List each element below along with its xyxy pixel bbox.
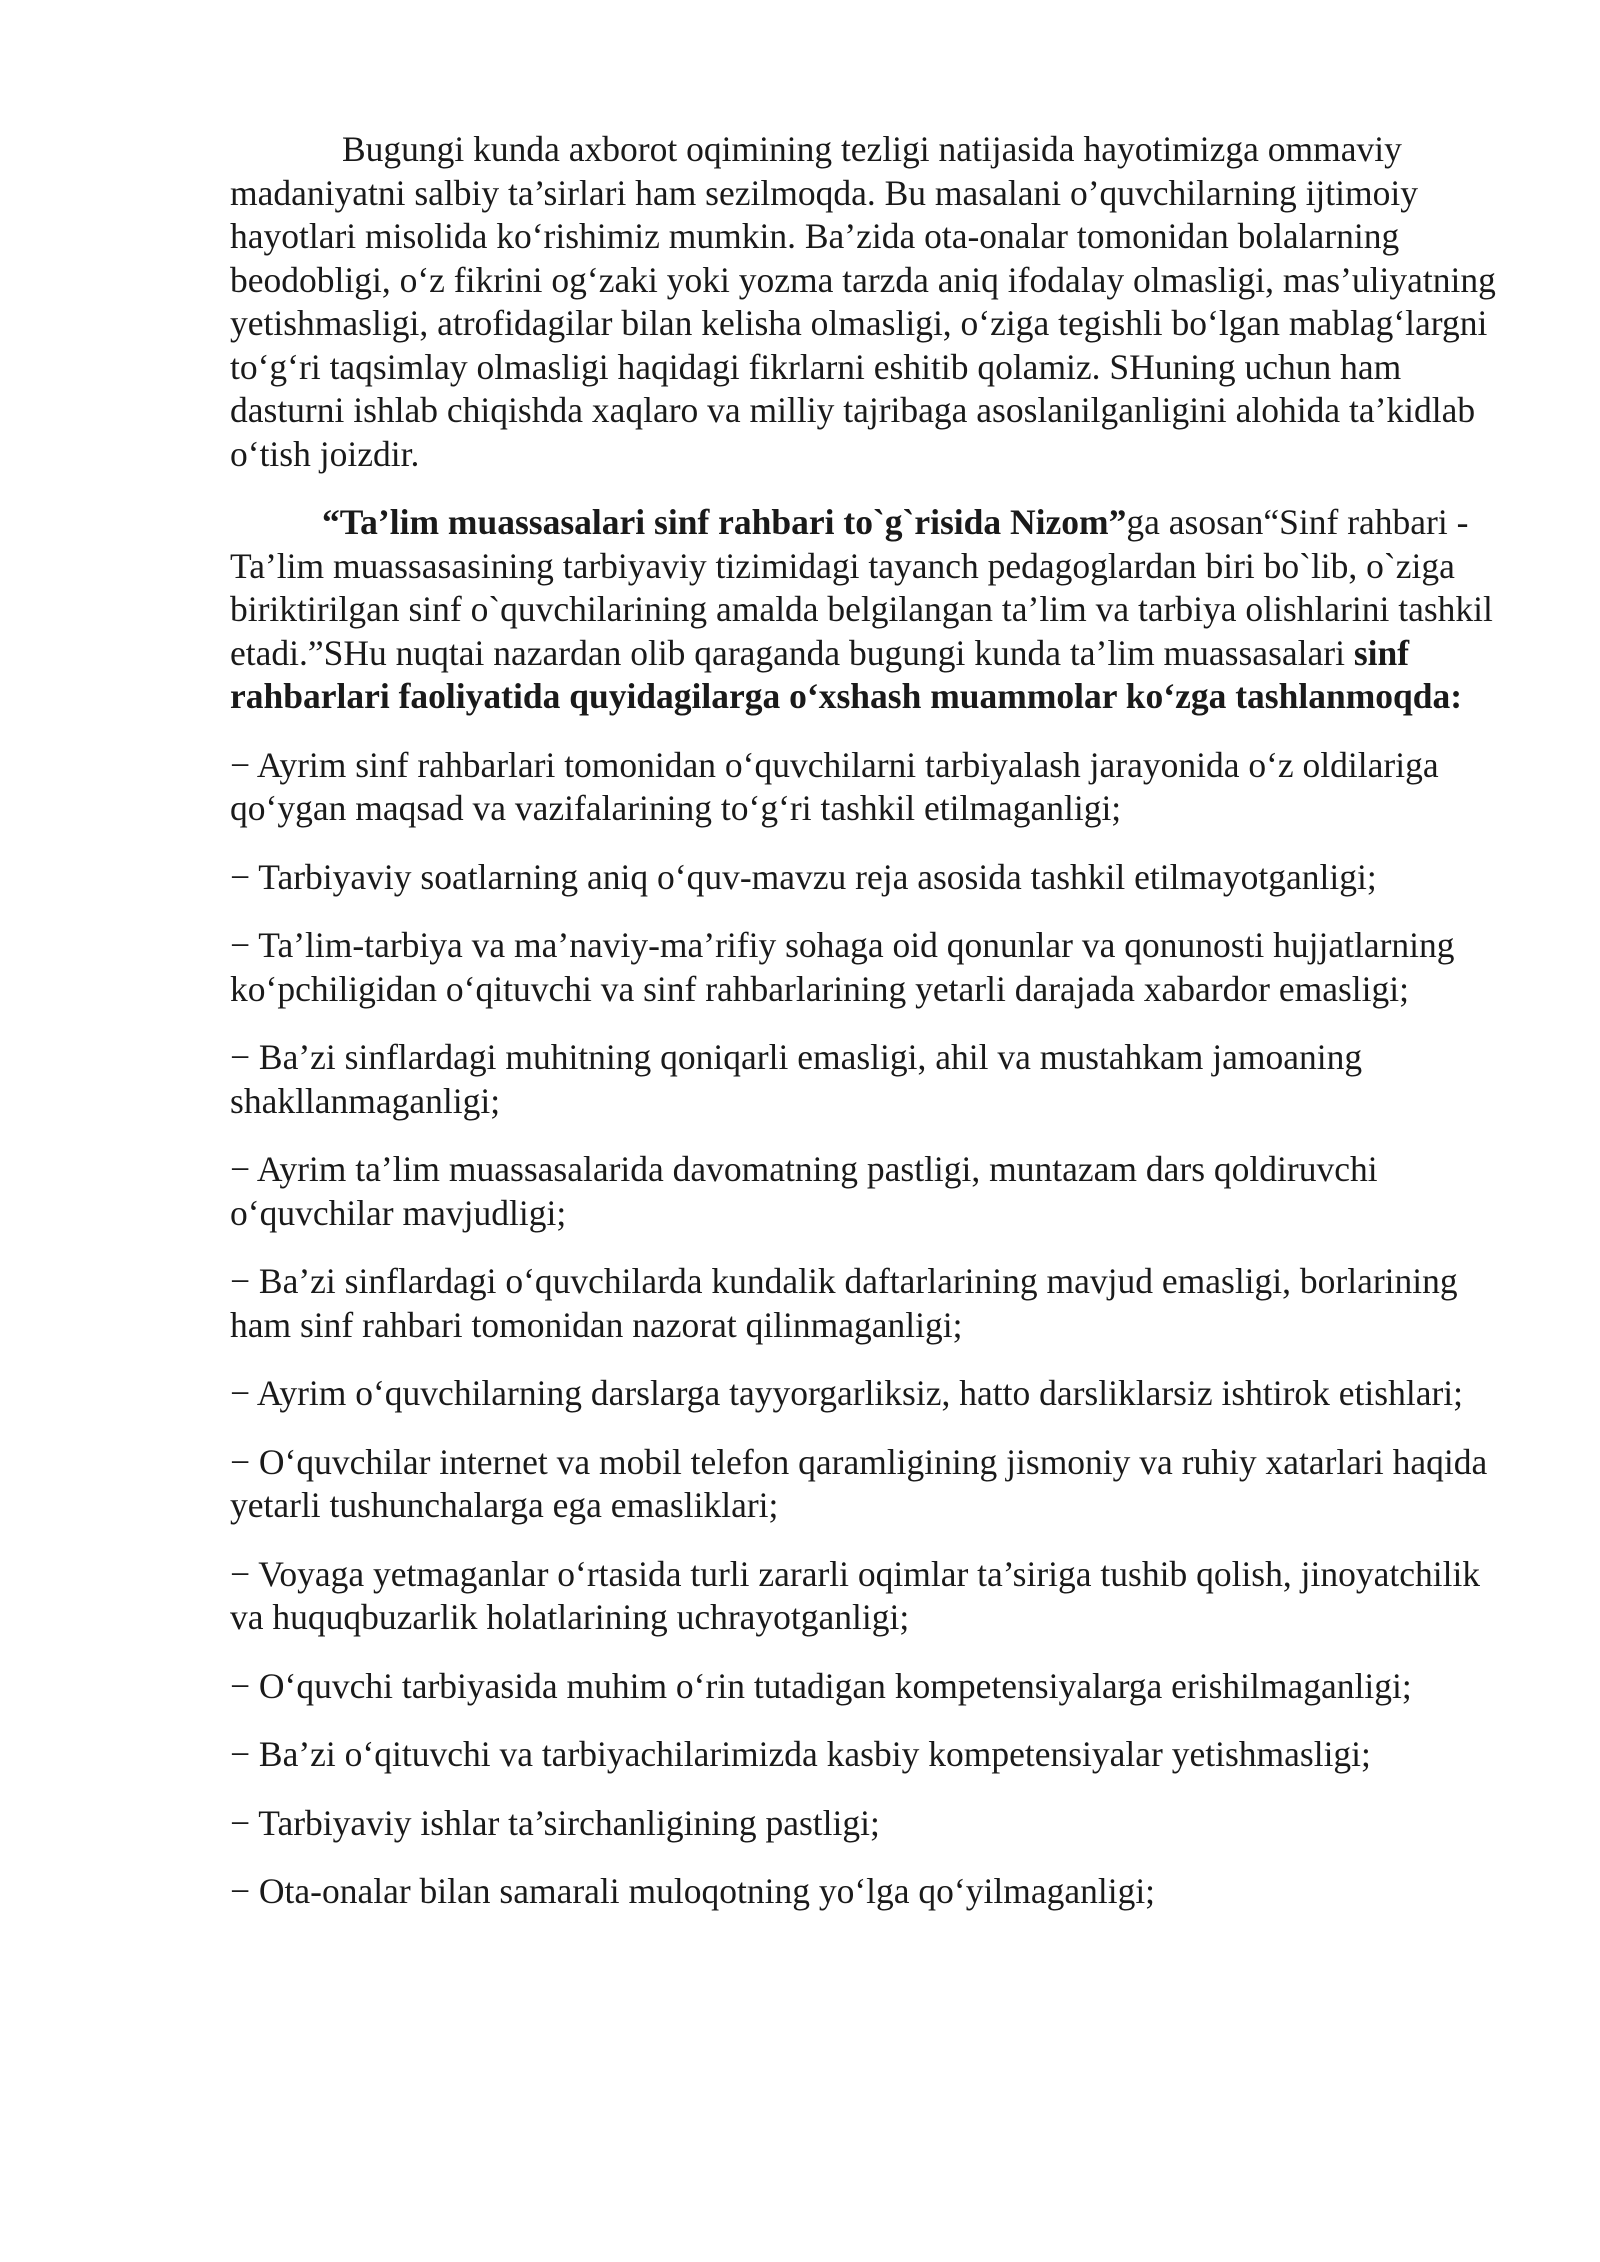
- list-item: − Ota-onalar bilan samarali muloqotning yoʻlga qoʻyilmaganligi;: [230, 1871, 1156, 1911]
- regulation-text: ga asosan“Sinf rahbari - Ta’lim muassasasining tarbiyaviy tizimidagi tayanch pedagoglardan biri bo`lib, o`ziga biriktirilgan sinf o`quvchilarining amalda belgilangan ta’lim va tarbiya olishlarini tashkil etadi.”SHu nuqtai nazardan olib qaraganda bugungi kunda ta’lim muassasalari: [230, 502, 1493, 673]
- regulation-paragraph: [230, 501, 1498, 719]
- document-page: [230, 128, 1498, 1939]
- list-item: − Ba’zi sinflardagi muhitning qoniqarli emasligi, ahil va mustahkam jamoaning shakllanmaganligi;: [230, 1037, 1363, 1121]
- regulation-bold-tail: sinf rahbarlari faoliyatida quyidagilarga oʻxshash muammolar koʻzga tashlanmoqda:: [230, 632, 1463, 716]
- problems-list: [230, 744, 1498, 1914]
- list-item: − Ayrim ta’lim muassasalarida davomatning pastligi, muntazam dars qoldiruvchi oʻquvchilar mavjudligi;: [230, 1149, 1378, 1233]
- list-item: − Oʻquvchilar internet va mobil telefon qaramligining jismoniy va ruhiy xatarlari haqida yetarli tushunchalarga ega emasliklari;: [230, 1441, 1488, 1525]
- list-item: − Tarbiyaviy ishlar ta’sirchanligining pastligi;: [230, 1802, 880, 1843]
- intro-paragraph: Bugungi kunda axborot oqimining tezligi natijasida hayotimizga ommaviy madaniyatni salbiy ta’sirlari ham sezilmoqda. Bu masalani o’quvchilarning ijtimoiy hayotlari misolida koʻrishimiz mumkin. Ba’zida ota-onalar tomonidan bolalarning beodobligi, oʻz fikrini ogʻzaki yoki yozma tarzda aniq ifodalay olmasligi, mas’uliyatning yetishmasligi, atrofidagilar bilan kelisha olmasligi, oʻziga tegishli boʻlgan mablagʻlargni toʻgʻri taqsimlay olmasligi haqidagi fikrlarni eshitib qolamiz. SHuning uchun ham dasturni ishlab chiqishda xaqlaro va milliy tajribaga asoslanilganligini alohida ta’kidlab oʻtish joizdir.: [230, 129, 1496, 474]
- list-item: − Oʻquvchi tarbiyasida muhim oʻrin tutadigan kompetensiyalarga erishilmaganligi;: [230, 1665, 1412, 1706]
- list-item: − Voyaga yetmaganlar oʻrtasida turli zararli oqimlar ta’siriga tushib qolish, jinoyatchilik va huquqbuzarlik holatlarining uchrayotganligi;: [230, 1553, 1481, 1637]
- list-item: − Ba’zi sinflardagi oʻquvchilarda kundalik daftarlarining mavjud emasligi, borlarining ham sinf rahbari tomonidan nazorat qilinmaganligi;: [230, 1261, 1458, 1345]
- regulation-title: “Ta’lim muassasalari sinf rahbari to`g`risida Nizom”: [322, 502, 1127, 542]
- list-item: − Ba’zi oʻqituvchi va tarbiyachilarimizda kasbiy kompetensiyalar yetishmasligi;: [230, 1734, 1371, 1774]
- list-item: − Tarbiyaviy soatlarning aniq oʻquv-mavzu reja asosida tashkil etilmayotganligi;: [230, 856, 1377, 897]
- list-item: − Ayrim oʻquvchilarning darslarga tayyorgarliksiz, hatto darsliklarsiz ishtirok etishlari;: [230, 1373, 1464, 1413]
- list-item: − Ta’lim-tarbiya va ma’naviy-ma’rifiy sohaga oid qonunlar va qonunosti hujjatlarning koʻpchiligidan oʻqituvchi va sinf rahbarlarining yetarli darajada xabardor emasligi;: [230, 925, 1455, 1009]
- list-item: − Ayrim sinf rahbarlari tomonidan oʻquvchilarni tarbiyalash jarayonida oʻz oldilariga qoʻygan maqsad va vazifalarining toʻgʻri tashkil etilmaganligi;: [230, 744, 1439, 828]
